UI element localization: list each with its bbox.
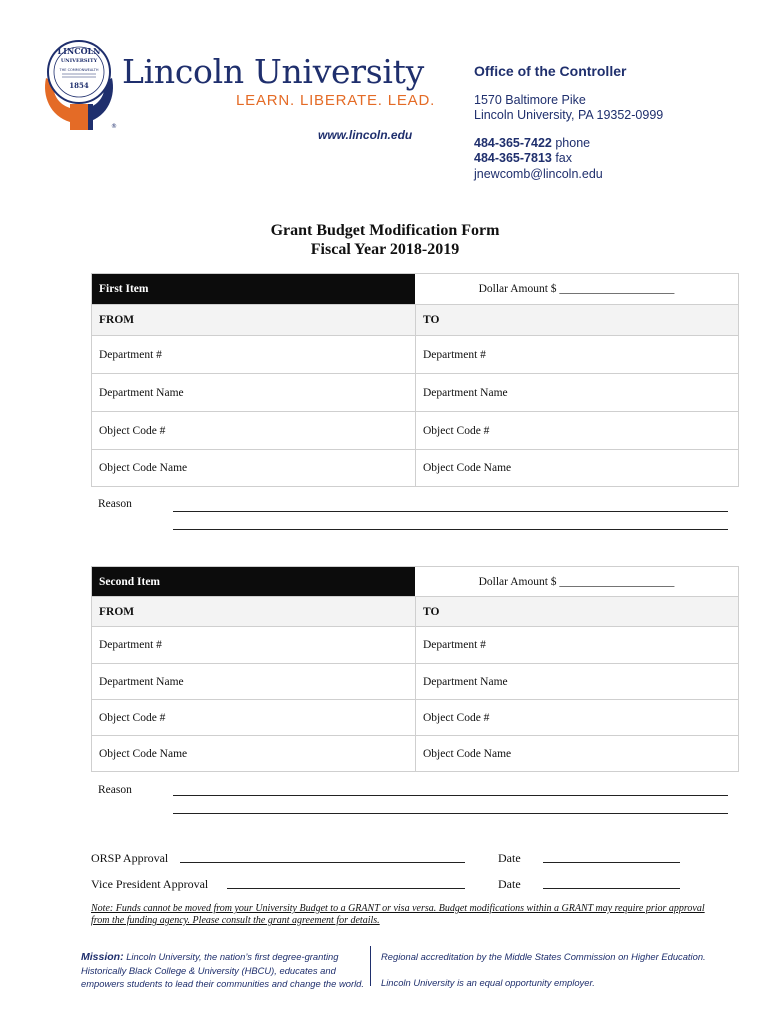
second-item-from-header: FROM <box>92 597 415 626</box>
second-item-to-object-code[interactable]: Object Code # <box>415 700 738 735</box>
vp-date-label: Date <box>498 877 521 891</box>
first-item-reason-line-1[interactable] <box>173 500 728 512</box>
orsp-date-line[interactable] <box>543 850 680 863</box>
funding-note: Note: Funds cannot be moved from your University Budget to a GRANT or visa versa. Budget modifications within a GRANT may require prior approval from the funding agency. Please consult the grant agreement for details. <box>91 903 705 926</box>
university-seal-logo <box>40 38 118 130</box>
vp-date-line[interactable] <box>543 876 680 889</box>
mission-text: Lincoln University, the nation’s first degree-granting Historically Black College & University (HBCU), educates and empowers students to lead their communities and change the world. <box>81 951 364 989</box>
first-item-from-object-code-name[interactable]: Object Code Name <box>99 462 188 474</box>
fax-line <box>474 151 663 167</box>
equal-opportunity-text: Lincoln University is an equal opportunity employer. <box>381 977 595 988</box>
seal-commonwealth-text: THE COMMONWEALTH <box>59 68 99 72</box>
vp-approval-label: Vice President Approval <box>91 877 209 891</box>
mission-statement <box>81 950 371 990</box>
second-item-from-object-code-name[interactable]: Object Code Name <box>99 747 188 760</box>
phone-number: 484-365-7422 <box>474 135 552 150</box>
second-item-header: Second Item <box>92 567 415 596</box>
first-item-reason-line-2[interactable] <box>173 518 728 530</box>
seal-name-text: LINCOLN <box>57 46 101 56</box>
second-item-to-header: TO <box>415 597 738 626</box>
university-name: Lincoln University <box>122 52 424 91</box>
second-item-to-department-number[interactable]: Department # <box>415 627 738 663</box>
seal-year-text: 1854 <box>69 81 89 90</box>
first-item-to-object-code[interactable]: Object Code # <box>415 412 738 449</box>
first-item-header: First Item <box>92 274 415 304</box>
website-link[interactable]: www.lincoln.edu <box>318 128 413 142</box>
footer-divider <box>370 946 371 986</box>
first-item-dollar-amount-field[interactable]: Dollar Amount $ ____________________ <box>415 274 738 304</box>
first-item-reason-label: Reason <box>98 498 132 510</box>
form-title-line-1: Grant Budget Modification Form <box>270 222 500 239</box>
address-line-1: 1570 Baltimore Pike <box>474 92 586 107</box>
first-item-from-department-number[interactable]: Department # <box>99 348 162 361</box>
accreditation-text: Regional accreditation by the Middle States Commission on Higher Education. <box>381 951 706 962</box>
fax-label: fax <box>551 151 573 165</box>
second-item-to-object-code-name[interactable]: Object Code Name <box>415 736 738 771</box>
phone-line <box>474 136 663 152</box>
second-item-table <box>91 566 739 772</box>
first-item-table <box>91 273 739 487</box>
second-item-to-department-name[interactable]: Department Name <box>415 664 738 699</box>
second-item-from-object-code[interactable]: Object Code # <box>99 711 166 724</box>
first-item-to-department-name[interactable]: Department Name <box>415 374 738 411</box>
vp-approval-signature-line[interactable] <box>227 876 465 889</box>
address-line-2: Lincoln University, PA 19352-0999 <box>474 108 664 122</box>
seal-sub-text: UNIVERSITY <box>60 58 98 64</box>
registered-mark: ® <box>111 123 117 130</box>
form-fiscal-year: Fiscal Year 2018-2019 <box>310 241 460 258</box>
first-item-to-department-number[interactable]: Department # <box>415 336 738 373</box>
orsp-approval-signature-line[interactable] <box>180 850 465 863</box>
email-link[interactable]: jnewcomb@lincoln.edu <box>474 166 603 181</box>
second-item-reason-line-2[interactable] <box>173 802 728 814</box>
orsp-date-label: Date <box>498 851 521 865</box>
first-item-to-header: TO <box>415 305 738 335</box>
office-title: Office of the Controller <box>474 63 627 79</box>
second-item-from-department-number[interactable]: Department # <box>99 639 162 651</box>
second-item-from-department-name[interactable]: Department Name <box>99 675 184 688</box>
second-item-reason-label: Reason <box>98 784 132 796</box>
phone-label: phone <box>551 135 591 150</box>
second-item-reason-line-1[interactable] <box>173 784 728 796</box>
form-title <box>0 221 770 259</box>
first-item-from-department-name[interactable]: Department Name <box>99 386 184 399</box>
mission-label: Mission: <box>81 951 124 963</box>
first-item-from-header: FROM <box>92 305 415 335</box>
university-tagline: LEARN. LIBERATE. LEAD. <box>236 92 436 109</box>
second-item-dollar-amount-field[interactable]: Dollar Amount $ ____________________ <box>415 567 738 596</box>
orsp-approval-label: ORSP Approval <box>91 851 169 865</box>
footer-right-block <box>381 950 706 989</box>
first-item-to-object-code-name[interactable]: Object Code Name <box>415 450 738 486</box>
fax-number: 484-365-7813 <box>474 151 552 165</box>
first-item-from-object-code[interactable]: Object Code # <box>99 424 166 437</box>
office-contact-block <box>474 64 663 182</box>
